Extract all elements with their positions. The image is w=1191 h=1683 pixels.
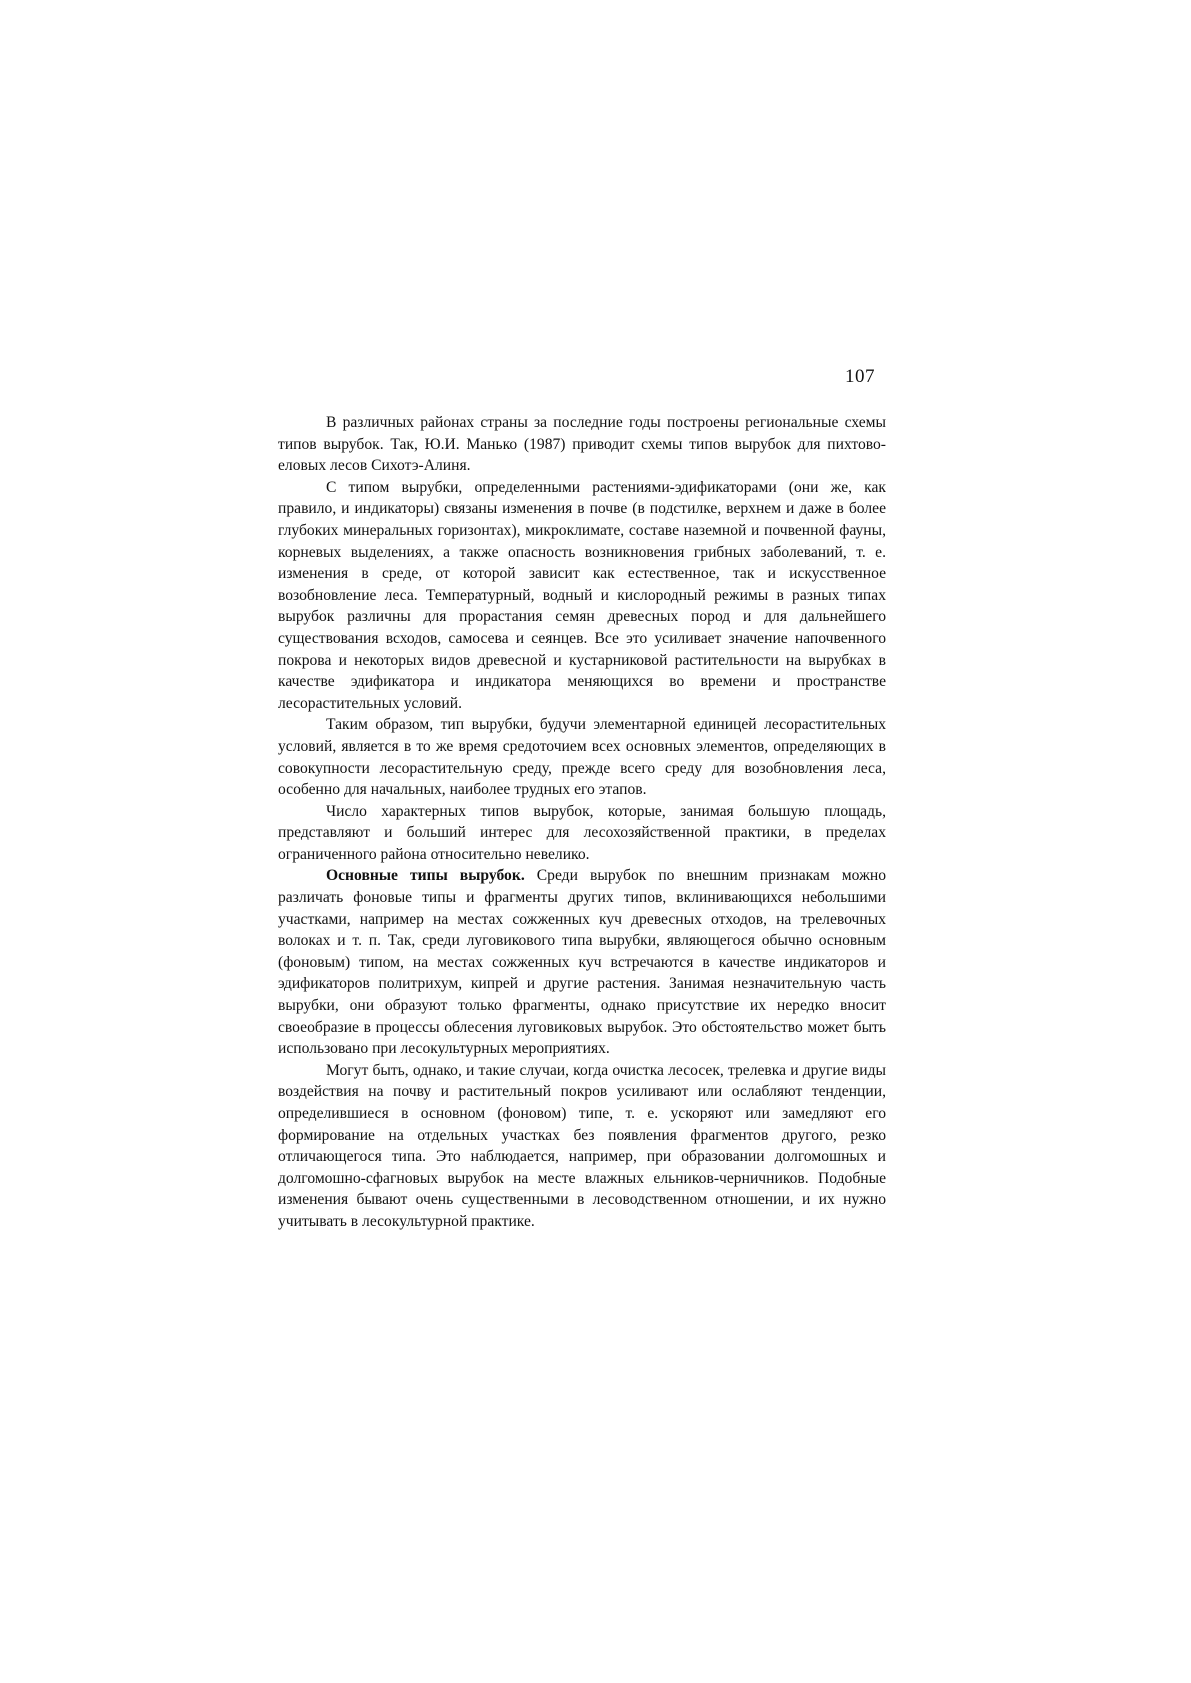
paragraph-text: В различных районах страны за последние годы построены региональные схемы типов вырубок. Так, Ю.И. Манько (1987) приводит схемы типов вырубок для пихтово-еловых лесов Сихотэ-Алиня. — [278, 414, 886, 475]
page-number: 107 — [845, 366, 875, 387]
paragraph-text: Среди вырубок по внешним признакам можно различать фоновые типы и фрагменты других типов, вклинивaющихся небольшими участками, например на местах сожженных куч древесных отходов, на трелевочных волоках и т. п. Так, среди луговикового типа вырубки, являющегося обычно основным (фоновым) типом, на местах сожженных куч встречаются в качестве индикаторов и эдификаторов политрихум, кипрей и другие растения. Занимая незначительную часть вырубки, они образуют только фрагменты, однако присутствие их нередко вносит своеобразие в процессы облесения луговиковых вырубок. Это обстоятельство может быть использовано при лесокультурных мероприятиях. — [278, 867, 886, 1058]
paragraph-cutting-type-unit — [278, 714, 886, 800]
paragraph-regional-schemes — [278, 412, 886, 477]
paragraph-edificators — [278, 477, 886, 715]
paragraph-text: Таким образом, тип вырубки, будучи элементарной единицей лесорастительных условий, является в то же время средоточием всех основных элементов, определяющих в совокупности лесорастительную среду, прежде всего среду для возобновления леса, особенно для начальных, наиболее трудных его этапов. — [278, 716, 886, 799]
paragraph-main-types — [278, 865, 886, 1059]
paragraph-text: Число характерных типов вырубок, которые, занимая большую площадь, представляют и больший интерес для лесохозяйственной практики, в пределах ограниченного района относительно невелико. — [278, 802, 886, 863]
body-text — [278, 412, 886, 1233]
paragraph-characteristic-types — [278, 801, 886, 866]
paragraph-special-cases — [278, 1060, 886, 1233]
paragraph-text: Могут быть, однако, и такие случаи, когда очистка лесосек, трелевка и другие виды воздействия на почву и растительный покров усиливают или ослабляют тенденции, определившиеся в основном (фоновом) типе, т. е. ускоряют или замедляют его формирование на отдельных участках без появления фрагментов другого, резко отличающегося типа. Это наблюдается, например, при образовании долгомошных и долгомошно-сфагновых вырубок на месте влажных ельников-черничников. Подобные изменения бывают очень существенными в лесоводственном отношении, и их нужно учитывать в лесокультурной практике. — [278, 1061, 886, 1230]
section-heading-inline: Основные типы вырубок. — [326, 867, 525, 885]
paragraph-text: С типом вырубки, определенными растениями-эдификаторами (они же, как правило, и индикаторы) связаны изменения в почве (в подстилке, верхнем и даже в более глубоких минеральных горизонтах), микроклимате, составе наземной и почвенной фауны, корневых выделениях, а также опасность возникновения грибных заболеваний, т. е. изменения в среде, от которой зависит как естественное, так и искусственное возобновление леса. Температурный, водный и кислородный режимы в разных типах вырубок различны для прорастания семян древесных пород и для дальнейшего существования всходов, самосева и сеянцев. Все это усиливает значение напочвенного покрова и некоторых видов древесной и кустарниковой растительности на вырубках в качестве эдификатора и индикатора меняющихся во времени и пространстве лесорастительных условий. — [278, 478, 886, 712]
